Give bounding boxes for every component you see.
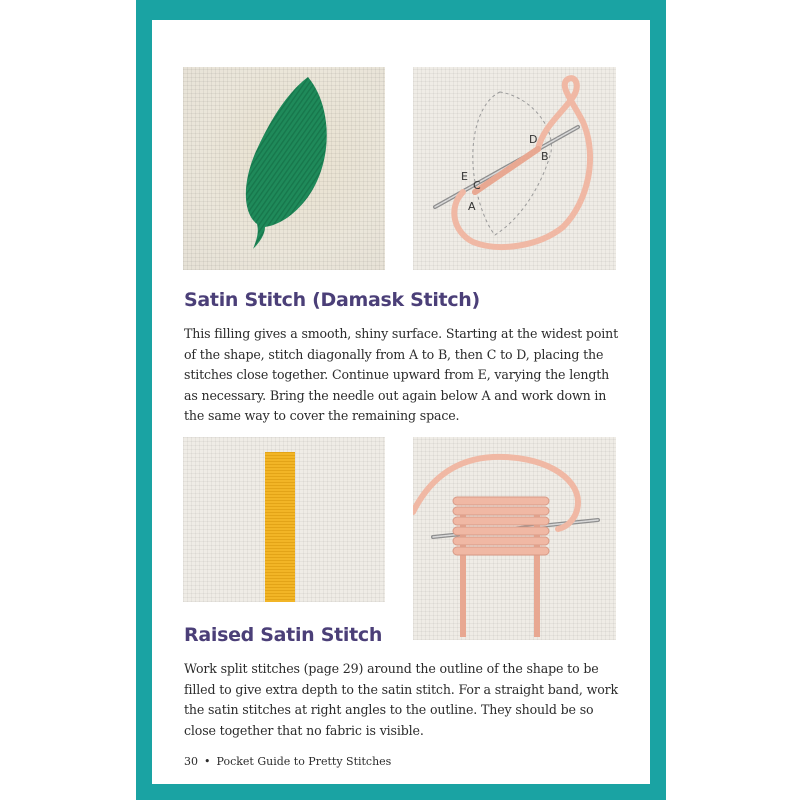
page-number: 30 (184, 755, 198, 768)
leaf-satin-stitch-photo (183, 67, 385, 270)
satin-stitch-description: This filling gives a smooth, shiny surface. Starting at the widest point of the shape, stitch diagonally from A to B, then C to D, placing the stitches close together. Continue upward from E, varying the length as necessary. Bring the needle out again below A and work down in the same way to cover the remaining space. (184, 326, 619, 423)
label-d: D (529, 133, 538, 146)
raised-satin-stitch-diagram (413, 437, 616, 640)
satin-stitch-heading: Satin Stitch (Damask Stitch) (184, 289, 480, 311)
raised-satin-stitch-illustration (413, 437, 616, 640)
raised-satin-stitch-heading: Raised Satin Stitch (184, 624, 383, 646)
satin-stitch-diagram (413, 67, 616, 270)
yellow-band-embroidery-image (183, 437, 385, 602)
satin-stitch-illustration (413, 67, 616, 270)
book-title: Pocket Guide to Pretty Stitches (216, 755, 392, 768)
label-a: A (468, 200, 476, 213)
raised-satin-stitch-description: Work split stitches (page 29) around the outline of the shape to be filled to give extra depth to the satin stitch. For a straight band, work the satin stitches at right angles to the outline. They should be so close together that no fabric is visible. (184, 661, 618, 738)
label-b: B (541, 150, 549, 163)
raised-satin-stitch-photo (183, 437, 385, 602)
page-footer (184, 755, 391, 768)
label-c: C (473, 179, 481, 192)
footer-bullet: • (204, 755, 211, 768)
label-e: E (461, 170, 468, 183)
leaf-embroidery-image (183, 67, 385, 270)
